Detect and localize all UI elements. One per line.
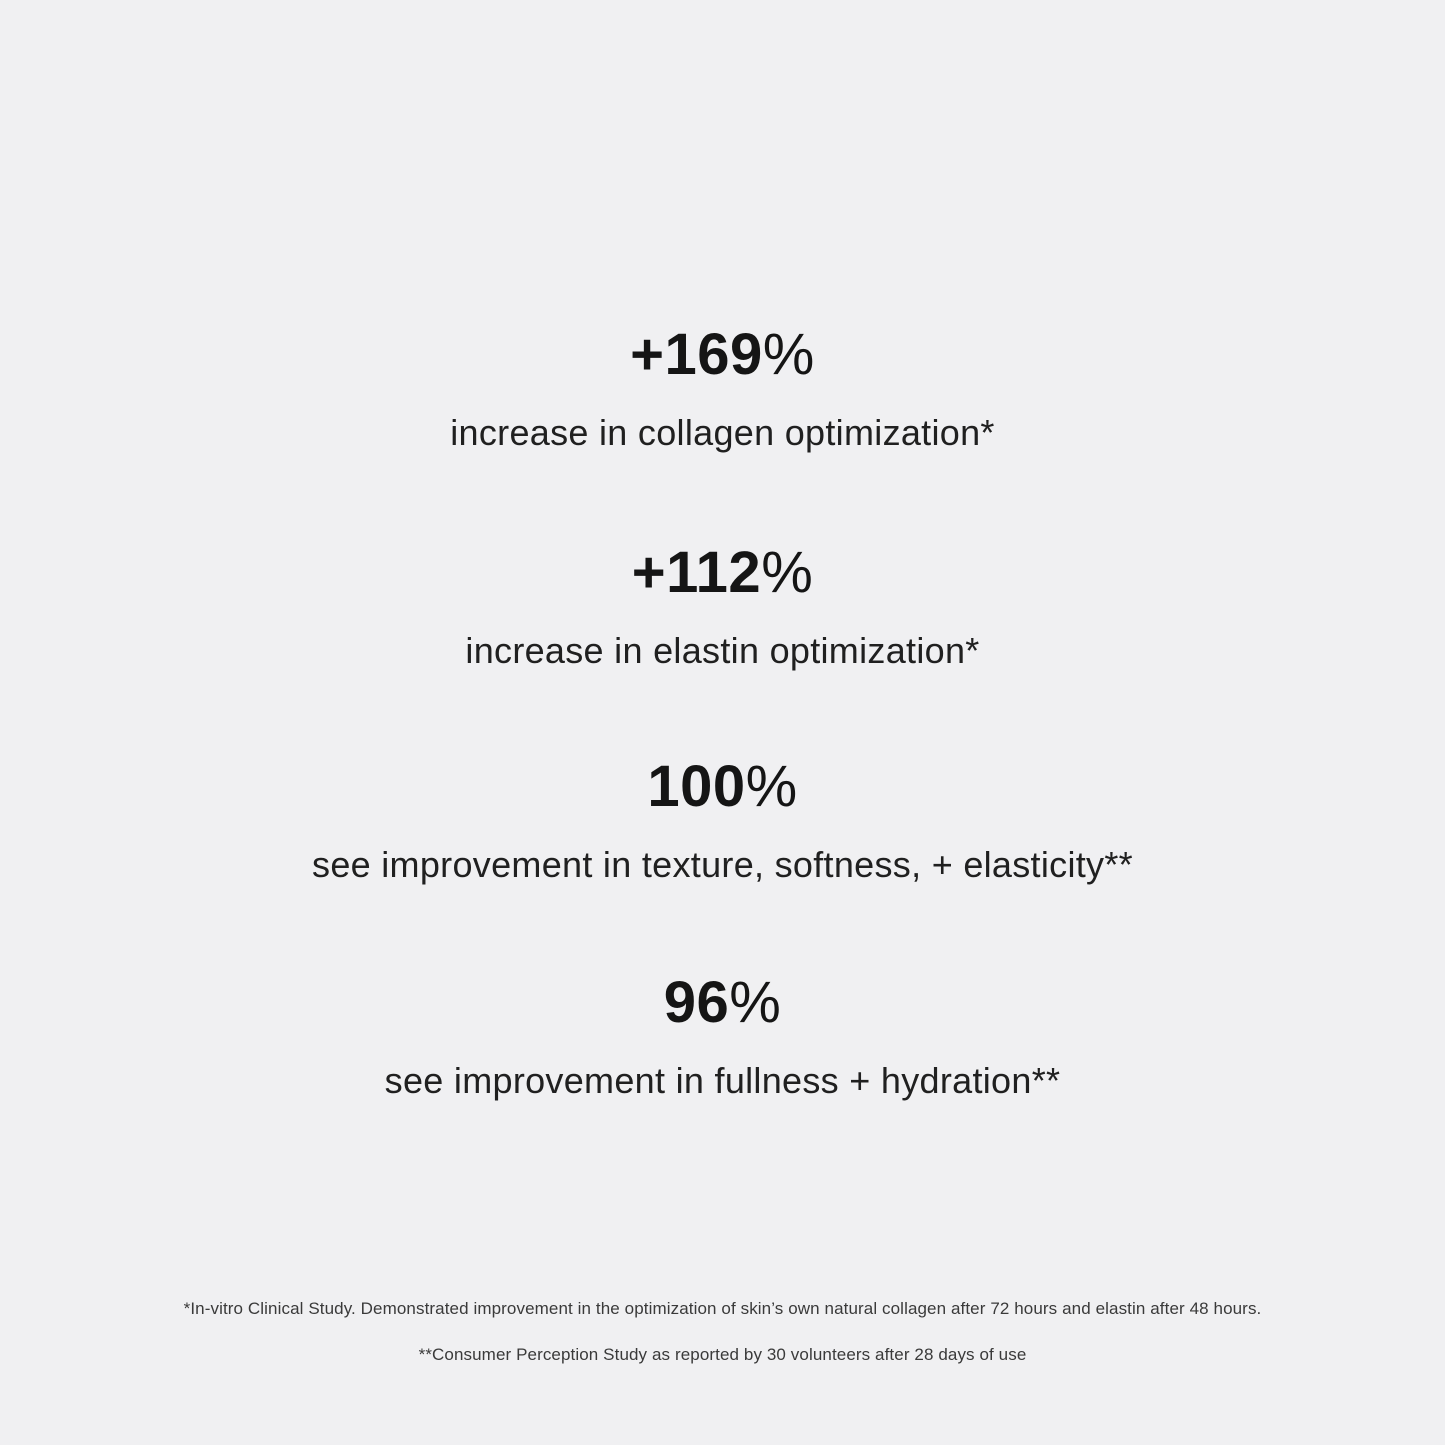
stat-block-fullness [0,970,1445,1102]
stat-value-elastin [0,540,1445,605]
stat-block-texture [0,754,1445,886]
stat-value-collagen [0,322,1445,387]
stat-label-collagen: increase in collagen optimization* [450,412,995,453]
stat-number-text: +169 [630,322,763,387]
stat-label-fullness: see improvement in fullness + hydration** [384,1060,1061,1101]
footnote-clinical-study: *In-vitro Clinical Study. Demonstrated improvement in the optimization of skin’s own natural collagen after 72 hours and elastin after 48 hours. [183,1299,1262,1318]
percent-sign: % [729,970,782,1035]
stat-label-texture: see improvement in texture, softness, + elasticity** [312,844,1133,885]
stat-number-text: 96 [663,970,730,1035]
percent-sign: % [761,540,814,605]
percent-sign: % [762,322,815,387]
stat-number-text: +112 [631,540,762,605]
footnote-perception-study: **Consumer Perception Study as reported by 30 volunteers after 28 days of use [418,1345,1027,1364]
stat-label-elastin: increase in elastin optimization* [465,630,980,671]
stat-block-collagen [0,322,1445,454]
stat-block-elastin [0,540,1445,672]
stat-number-text: 100 [647,754,746,819]
stat-value-texture [0,754,1445,819]
percent-sign: % [745,754,798,819]
stat-value-fullness [0,970,1445,1035]
